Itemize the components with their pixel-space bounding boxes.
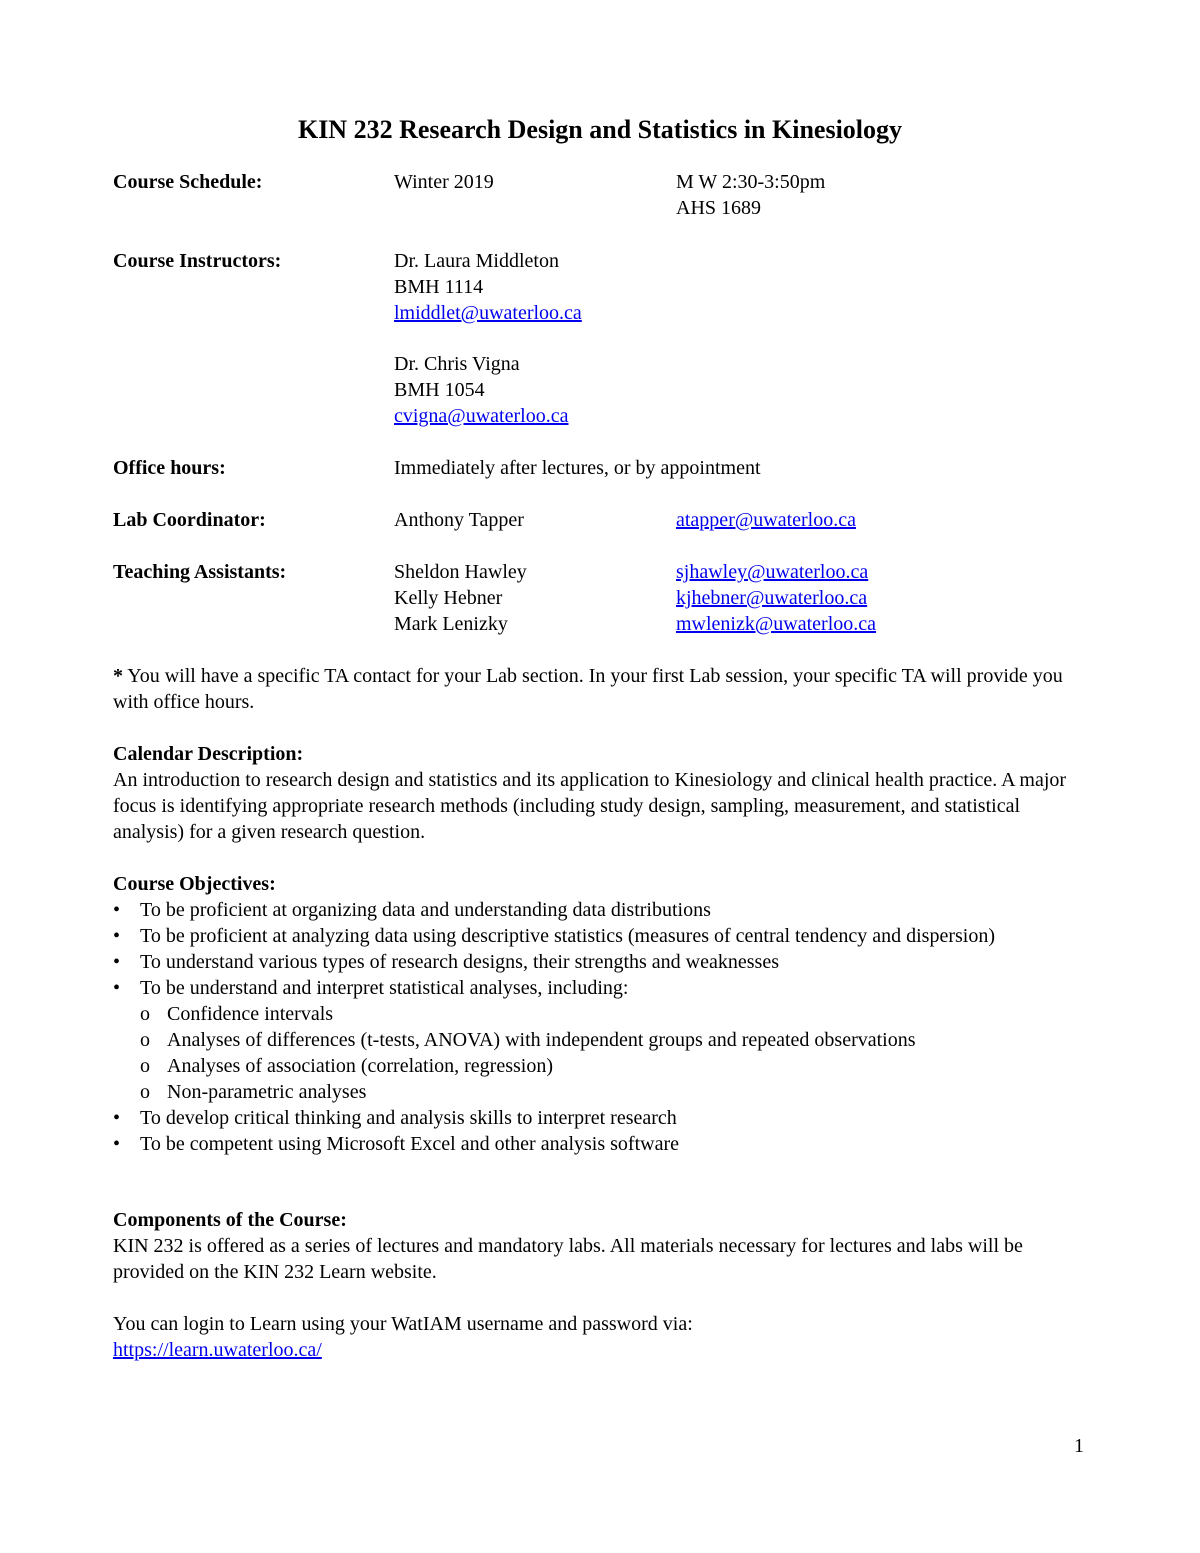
schedule-time: M W 2:30-3:50pm — [676, 171, 826, 193]
instructor-office: BMH 1054 — [394, 379, 485, 401]
instructor-name: Dr. Laura Middleton — [394, 250, 559, 272]
components-section — [113, 1207, 1093, 1285]
objective-text: To understand various types of research designs, their strengths and weaknesses — [140, 951, 779, 973]
login-section — [113, 1311, 1093, 1363]
list-item — [113, 1105, 1093, 1131]
list-item — [113, 1131, 1093, 1157]
sub-objective-text: Confidence intervals — [167, 1003, 334, 1025]
objective-text: To be proficient at organizing data and understanding data distributions — [140, 899, 711, 921]
sub-objective-text: Analyses of differences (t-tests, ANOVA) with independent groups and repeated observations — [167, 1029, 916, 1051]
page-title: KIN 232 Research Design and Statistics in Kinesiology — [297, 115, 903, 144]
office-hours-label: Office hours: — [113, 457, 226, 479]
objective-text: To be proficient at analyzing data using descriptive statistics (measures of central tendency and dispersion) — [140, 925, 995, 947]
instructor-email-link[interactable]: cvigna@uwaterloo.ca — [394, 405, 569, 427]
ta-name: Mark Lenizky — [394, 613, 508, 635]
bullet-mark: • — [113, 1133, 121, 1155]
list-item — [113, 975, 1093, 1105]
objectives-heading-text: Course Objectives: — [113, 873, 276, 895]
objective-text: To develop critical thinking and analysis skills to interpret research — [140, 1107, 677, 1129]
lab-coordinator-name: Anthony Tapper — [394, 509, 524, 531]
office-hours-value: Immediately after lectures, or by appointment — [394, 457, 761, 479]
sub-bullet-mark: o — [140, 1081, 150, 1103]
objectives-list — [113, 897, 1093, 1157]
objectives-sublist — [140, 1001, 1093, 1105]
sub-list-item — [140, 1027, 1093, 1053]
components-text: KIN 232 is offered as a series of lectures and mandatory labs. All materials necessary for lectures and labs will be provided on the KIN 232 Learn website. — [113, 1235, 1023, 1283]
sub-bullet-mark: o — [140, 1055, 150, 1077]
learn-url-link[interactable]: https://learn.uwaterloo.ca/ — [113, 1339, 322, 1361]
teaching-assistants-label: Teaching Assistants: — [113, 561, 287, 583]
sub-list-item — [140, 1001, 1093, 1027]
instructors-label: Course Instructors: — [113, 250, 282, 272]
lab-coordinator-label: Lab Coordinator: — [113, 509, 266, 531]
components-heading: Components of the Course: — [113, 1209, 347, 1231]
sub-objective-text: Analyses of association (correlation, regression) — [167, 1055, 553, 1077]
ta-email-link[interactable]: mwlenizk@uwaterloo.ca — [676, 613, 877, 635]
lab-coordinator-email-link[interactable]: atapper@uwaterloo.ca — [676, 509, 856, 531]
bullet-mark: • — [113, 977, 121, 999]
ta-email-link[interactable]: kjhebner@uwaterloo.ca — [676, 587, 868, 609]
objective-text: To be understand and interpret statistical analyses, including: — [140, 977, 629, 999]
calendar-heading: Calendar Description: — [113, 743, 304, 765]
ta-note-star: * — [113, 665, 123, 687]
bullet-mark: • — [113, 925, 121, 947]
schedule-term: Winter 2019 — [394, 171, 494, 193]
schedule-room: AHS 1689 — [676, 197, 762, 219]
bullet-mark: • — [113, 1107, 121, 1129]
list-item — [113, 897, 1093, 923]
ta-name: Sheldon Hawley — [394, 561, 527, 583]
instructor-email-link[interactable]: lmiddlet@uwaterloo.ca — [394, 302, 582, 324]
sub-bullet-mark: o — [140, 1003, 150, 1025]
list-item — [113, 949, 1093, 975]
sub-objective-text: Non-parametric analyses — [167, 1081, 367, 1103]
schedule-label: Course Schedule: — [113, 171, 263, 193]
instructor-office: BMH 1114 — [394, 276, 484, 298]
sub-list-item — [140, 1079, 1093, 1105]
ta-email-link[interactable]: sjhawley@uwaterloo.ca — [676, 561, 869, 583]
ta-note — [113, 663, 1093, 715]
calendar-text: An introduction to research design and statistics and its application to Kinesiology and clinical health practice. A major focus is identifying appropriate research methods (including study design, sampling, measurement, and statistical analysis) for a given research question. — [113, 769, 1067, 843]
calendar-section — [113, 741, 1093, 845]
list-item — [113, 923, 1093, 949]
objectives-heading — [113, 871, 1093, 897]
bullet-mark: • — [113, 899, 121, 921]
page-number: 1 — [1074, 1435, 1084, 1457]
ta-name: Kelly Hebner — [394, 587, 503, 609]
ta-note-text: You will have a specific TA contact for your Lab section. In your first Lab session, your specific TA will provide you with office hours. — [113, 665, 1063, 713]
instructor-name: Dr. Chris Vigna — [394, 353, 520, 375]
sub-bullet-mark: o — [140, 1029, 150, 1051]
bullet-mark: • — [113, 951, 121, 973]
login-text: You can login to Learn using your WatIAM username and password via: — [113, 1313, 693, 1335]
sub-list-item — [140, 1053, 1093, 1079]
objective-text: To be competent using Microsoft Excel and other analysis software — [140, 1133, 680, 1155]
